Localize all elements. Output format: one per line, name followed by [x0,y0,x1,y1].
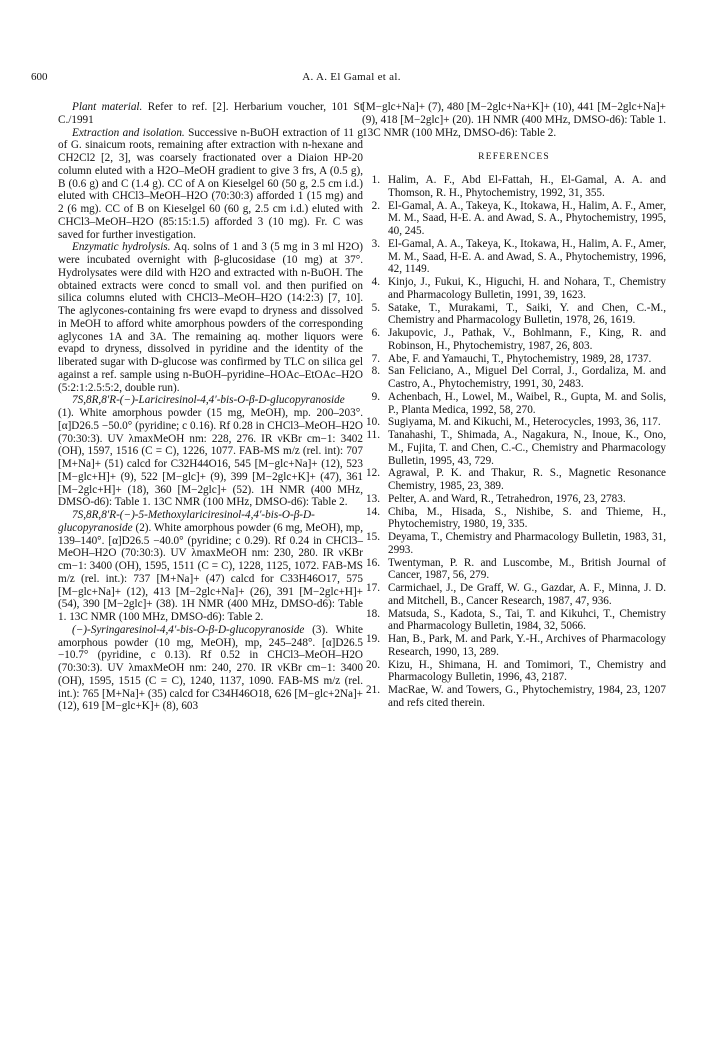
running-head: A. A. El Gamal et al. [302,71,401,83]
left-column [58,101,363,713]
reference-number: 2. [371,199,380,212]
paragraph-text: (3). White amorphous powder (10 mg, MeOH), mp, 245–248°. [α]D26.5 −10.7° (pyridine, c 0.13). Rf 0.52 in CHCl3–MeOH–H2O (70:30:3). UV λmaxMeOH nm: 240, 270. IR νKBr cm−1: 3400 (OH), 1595, 1515 (C = C), 1240, 1137, 1090. FAB-MS m/z (rel. int.): 765 [M+Na]+ (35) calcd for C34H46O18, 626 [M−glc+2Na]+ (12), 619 [M−glc+K]+ (8), 603 [58,623,363,713]
reference-number: 5. [371,301,380,314]
reference-item [362,391,666,417]
reference-item [362,531,666,557]
reference-item [362,557,666,583]
reference-text: Han, B., Park, M. and Park, Y.-H., Archives of Pharmacology Research, 1990, 13, 289. [388,633,666,658]
reference-number: 3. [371,237,380,250]
reference-text: El-Gamal, A. A., Takeya, K., Itokawa, H., Halim, A. F., Amer, M. M., Saad, H-E. A. and Awad, S. A., Phytochemistry, 1996, 42, 1149. [388,237,666,276]
reference-text: Kizu, H., Shimana, H. and Tomimori, T., Chemistry and Pharmacology Bulletin, 1996, 43, 2187. [388,658,666,684]
reference-item [362,353,666,366]
reference-item [362,302,666,328]
reference-item [362,608,666,634]
reference-text: Pelter, A. and Ward, R., Tetrahedron, 1976, 23, 2783. [388,492,626,505]
reference-text: Agrawal, P. K. and Thakur, R. S., Magnetic Resonance Chemistry, 1985, 23, 389. [388,467,666,492]
reference-text: MacRae, W. and Towers, G., Phytochemistry, 1984, 23, 1207 and refs cited therein. [388,684,666,709]
reference-item [362,582,666,608]
reference-number: 19. [366,633,380,645]
right-column [362,101,666,710]
reference-item [362,174,666,200]
paragraph-lead: (−)-Syringaresinol-4,4′-bis-O-β-D-glucopyranoside [72,623,305,636]
paragraph-text: (2). White amorphous powder (6 mg, MeOH), mp, 139–140°. [α]D26.5 −40.0° (pyridine; c 0.29). Rf 0.24 in CHCl3–MeOH–H2O (70:30:3). UV λmaxMeOH nm: 230, 280. IR νKBr cm−1: 3400 (OH), 1595, 1511 (C = C), 1228, 1125, 1072. FAB-MS m/z (rel. int.): 737 [M+Na]+ (47) calcd for C33H46O17, 575 [M−glc+Na]+ (12), 413 [M−2glc+Na]+ (26), 391 [M−2glc+H]+ (54), 390 [M−2glc]+ (38). 1H NMR (400 MHz, DMSO-d6): Table 1. 13C NMR (100 MHz, DMSO-d6): Table 2. [58,521,363,623]
paragraph-lead: 7S,8R,8′R-(−)-5-Methoxylariciresinol-4,4′-bis-O-β-D-glucopyranoside [58,509,315,534]
reference-number: 15. [366,531,380,543]
reference-item [362,467,666,493]
reference-number: 17. [366,582,380,594]
reference-text: San Feliciano, A., Miguel Del Corral, J., Gordaliza, M. and Castro, A., Phytochemistry, 1991, 30, 2483. [388,365,666,390]
experimental-paragraph [58,241,363,394]
paragraph-text: Refer to ref. [2]. Herbarium voucher, 101 St C./1991 [58,101,363,126]
page-number: 600 [31,71,48,83]
reference-item [362,200,666,238]
reference-number: 6. [371,327,380,339]
paragraph-lead: Plant material. [72,101,143,113]
reference-number: 18. [366,607,380,620]
reference-number: 20. [366,658,380,671]
reference-number: 1. [371,174,380,186]
reference-number: 11. [366,429,380,441]
reference-number: 10. [366,416,380,429]
paragraph-lead: Extraction and isolation. [72,126,185,139]
experimental-paragraph [58,394,363,509]
reference-text: Tanahashi, T., Shimada, A., Nagakura, N., Inoue, K., Ono, M., Fujita, T. and Chen, C.-C., Chemistry and Pharmacology Bulletin, 1995, 43, 729. [388,429,666,467]
reference-item [362,327,666,353]
reference-item [362,659,666,685]
reference-item [362,493,666,506]
paragraph-text: Successive n-BuOH extraction of 11 g of G. sinaicum roots, remaining after extraction with n-hexane and CH2Cl2 [2, 3], was coarsely fractionated over a Diaion HP-20 column eluted with a H2O–MeOH gradient to give 3 frs, A (0.5 g), B (0.6 g) and C (1.4 g). CC of A on Kieselgel 60 (50 g, 2.5 cm i.d.) eluted with CHCl3–MeOH–H2O (70:30:3) afforded 1 (15 mg) and 2 (6 mg). CC of B on Kieselgel 60 (60 g, 2.5 cm i.d.) eluted with CHCl3–MeOH–H2O (85:15:1.5) afforded 3 (10 mg). Fr. C was saved for further investigation. [58,126,363,241]
experimental-paragraph [58,624,363,713]
reference-text: Achenbach, H., Lowel, M., Waibel, R., Gupta, M. and Solis, P., Planta Medica, 1992, 58, 270. [388,390,666,416]
reference-number: 12. [366,467,380,480]
reference-item [362,365,666,391]
reference-number: 21. [366,684,380,696]
reference-text: Carmichael, J., De Graff, W. G., Gazdar, A. F., Minna, J. D. and Mitchell, B., Cancer Research, 1987, 47, 936. [388,582,666,607]
reference-item [362,633,666,659]
page-header [31,71,672,87]
references-heading: REFERENCES [478,152,550,163]
reference-text: Kinjo, J., Fukui, K., Higuchi, H. and Nohara, T., Chemistry and Pharmacology Bulletin, 1991, 39, 1623. [388,276,666,301]
reference-item [362,416,666,429]
paragraph-lead: Enzymatic hydrolysis. [72,241,171,254]
reference-item [362,238,666,276]
paragraph-lead: 7S,8R,8′R-(−)-Lariciresinol-4,4′-bis-O-β-D-glucopyranoside [72,394,345,407]
paragraph-text: Aq. solns of 1 and 3 (5 mg in 3 ml H2O) were incubated overnight with β-glucosidase (10 mg) at 37°. Hydrolysates were dild with H2O and extracted with n-BuOH. The obtained extracts were concd to small vol. and then purified on silica columns eluted with CHCl3–MeOH–H2O (14:2:3) [7, 10]. The aglycones-containing frs were evapd to dryness and dissolved in MeOH to afford white amorphous powders of the corresponding aglycones 1A and 3A. The remaining aq. mother liquors were evapd to dryness, dissolved in pyridine and the identity of the liberated sugar with D-glucose was confirmed by TLC on silica gel against a ref. sample using n-BuOH–pyridine–HOAc–EtOAc–H2O (5:2:1:2.5:5:2, double run). [58,241,363,394]
reference-number: 16. [366,556,380,569]
reference-text: Jakupovic, J., Pathak, V., Bohlmann, F., King, R. and Robinson, H., Phytochemistry, 1987, 26, 803. [388,327,666,352]
reference-number: 4. [371,276,380,288]
reference-text: Abe, F. and Yamauchi, T., Phytochemistry, 1989, 28, 1737. [388,352,652,365]
reference-text: Sugiyama, M. and Kikuchi, M., Heterocycles, 1993, 36, 117. [388,416,661,429]
reference-item [362,684,666,710]
experimental-paragraph [58,509,363,624]
reference-text: Matsuda, S., Kadota, S., Tai, T. and Kikuhci, T., Chemistry and Pharmacology Bulletin, 1984, 32, 5066. [388,607,666,633]
reference-number: 8. [371,365,380,378]
experimental-continuation: [M−glc+Na]+ (7), 480 [M−2glc+Na+K]+ (10), 441 [M−2glc+Na]+ (9), 418 [M−2glc]+ (20). 1H NMR (400 MHz, DMSO-d6): Table 1. 13C NMR (100 MHz, DMSO-d6): Table 2. [362,101,666,139]
experimental-paragraph [58,127,363,242]
reference-number: 7. [371,352,380,365]
reference-item [362,276,666,302]
reference-text: Satake, T., Murakami, T., Saiki, Y. and Chen, C.-M., Chemistry and Pharmacology Bulletin, 1978, 26, 1619. [388,301,666,327]
references-list [362,174,666,710]
experimental-paragraph [58,101,363,127]
reference-text: Halim, A. F., Abd El-Fattah, H., El-Gamal, A. A. and Thomson, R. H., Phytochemistry, 1992, 31, 355. [388,174,666,199]
reference-number: 14. [366,505,380,518]
reference-text: El-Gamal, A. A., Takeya, K., Itokawa, H., Halim, A. F., Amer, M. M., Saad, H-E. A. and Awad, S. A., Phytochemistry, 1995, 40, 245. [388,199,666,237]
reference-number: 9. [371,390,380,403]
reference-text: Deyama, T., Chemistry and Pharmacology Bulletin, 1983, 31, 2993. [388,531,666,556]
reference-item [362,429,666,467]
paragraph-text: (1). White amorphous powder (15 mg, MeOH), mp. 200–203°. [α]D26.5 −50.0° (pyridine; c 0.16). Rf 0.28 in CHCl3–MeOH–H2O (70:30:3). UV λmaxMeOH nm: 228, 276. IR νKBr cm−1: 3402 (OH), 1597, 1516 (C = C), 1226, 1077. FAB-MS m/z (rel. int): 707 [M+Na]+ (51) calcd for C32H44O16, 545 [M−glc+Na]+ (12), 523 [M−glc+H]+ (9), 522 [M−glc]+ (9), 399 [M−2glc+K]+ (47), 361 [M−2glc+H]+ (18), 360 [M−2glc]+ (52). 1H NMR (400 MHz, DMSO-d6): Table 1. 13C NMR (100 MHz, DMSO-d6): Table 2. [58,407,363,509]
reference-text: Chiba, M., Hisada, S., Nishibe, S. and Thieme, H., Phytochemistry, 1980, 19, 335. [388,505,666,531]
reference-item [362,506,666,532]
reference-text: Twentyman, P. R. and Luscombe, M., British Journal of Cancer, 1987, 56, 279. [388,556,666,582]
reference-number: 13. [366,492,380,505]
